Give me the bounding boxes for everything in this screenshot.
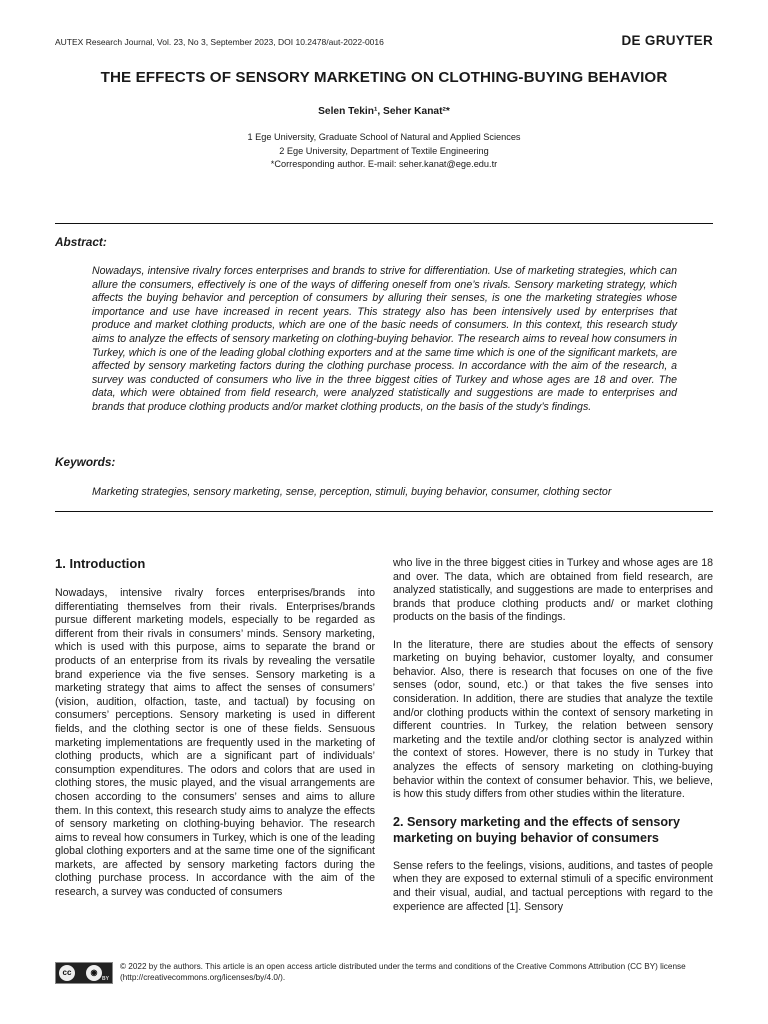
section-heading-sensory-marketing: 2. Sensory marketing and the effects of sensory marketing on buying behavior of consumers: [393, 815, 680, 845]
intro-paragraph-1-continued: who live in the three biggest cities in Turkey and whose ages are 18 and over. The data, which are obtained from field research, are analyzed statistically, and suggestions are made to enterprises and brands that produce clothing products and/ or market clothing products on the basis of the findings.: [393, 557, 713, 624]
affiliation-1: 1 Ege University, Graduate School of Natural and Applied Sciences: [247, 132, 521, 142]
keywords-label: Keywords:: [55, 455, 116, 469]
by-label: BY: [102, 976, 109, 982]
section2-paragraph-1: Sense refers to the feelings, visions, auditions, and tastes of people when they are exposed to external stimuli of a specific environment and their visual, audial, and tactual perceptions with regard to the experience are affected [1]. Sensory: [393, 859, 713, 913]
divider-top: [55, 223, 713, 224]
license-text: © 2022 by the authors. This article is an open access article distributed under the terms and conditions of the Creative Commons Attribution (CC BY) license (http://creativecommons.org/licenses/by/4.0/).: [120, 962, 686, 982]
intro-paragraph-2: In the literature, there are studies about the effects of sensory marketing on buying behavior, customer loyalty, and consumer behavior. Also, there is research that focuses on one of the five senses (odor, sound, etc.) or that takes the five senses into consideration. In addition, there are studies that analyze the textile and/or clothing products within the context of sensory marketing in different countries. In Turkey, the relation between sensory marketing and the textile and/or clothing sector is analyzed within the context of stores. However, there is no study in Turkey that analyzes the effects of sensory marketing on clothing-buying behavior within the context of consumer behavior. This, we believe, is how this study differs from other studies within the literature.: [393, 638, 713, 801]
divider-bottom: [55, 511, 713, 512]
paper-title: THE EFFECTS OF SENSORY MARKETING ON CLOTHING-BUYING BEHAVIOR: [100, 69, 668, 86]
affiliation-2: 2 Ege University, Department of Textile Engineering: [279, 145, 489, 156]
person-icon: ◉: [86, 965, 102, 981]
authors: Selen Tekin¹, Seher Kanat²*: [318, 106, 450, 117]
abstract-label: Abstract:: [55, 235, 107, 249]
journal-citation: AUTEX Research Journal, Vol. 23, No 3, September 2023, DOI 10.2478/aut-2022-0016: [55, 37, 384, 47]
column-left: [55, 587, 375, 913]
abstract-text: Nowadays, intensive rivalry forces enterprises and brands to strive for differentiation. Use of marketing strategies, which can allure the consumers, effectively is one of the ways of differing oneself from one’s rivals. Sensory marketing strategy, which affects the buying behavior and perception of consumers by alluring their senses, is one the marketing strategies whose importance and use have increased in recent years. This strategy also has been intensively used by enterprises that produce and market clothing products, which are one of the basic needs of consumers. In this context, this research study aims to analyze the effects of sensory marketing on clothing-buying behavior. The research aims to reveal how consumers in Turkey, which is one of the leading global clothing exporters and at the same time which is one of the significant markets, are affected by sensory marketing factors during the clothing purchase process. In accordance with the aim of the research, a survey was conducted of consumers who live in the three biggest cities of Turkey and whose ages are 18 and over. The data, which were obtained from field research, were analyzed statistically and suggestions are made to enterprises and brands that produce clothing products and/or market clothing products, on the basis of the study’s findings.: [92, 265, 677, 413]
keywords-text: Marketing strategies, sensory marketing, sense, perception, stimuli, buying behavior, consumer, clothing sector: [92, 486, 612, 498]
intro-paragraph-1: Nowadays, intensive rivalry forces enterprises/brands into differentiating themselves from their rivals. Enterprises/brands pursue different marketing models, especially to be regarded as different from their rivals in consumers’ minds. Sensory marketing, which is used with this purpose, aims to separate the brand or products of an enterprise from its rivals by revealing the versatile brand experience via the five senses. Sensory marketing is a marketing strategy that aims to affect the senses of consumers’ (vision, audition, olfaction, taste, and tactual) by focusing on consumers’ perceptions. Sensory marketing is used in different fields, and the clothing sector is one of these fields. Sensuous marketing implementations are frequently used in the marketing of clothing products, which are a significant part of individuals’ consumption expenditures. The odors and colors that are used in clothing stores, the music played, and the visual arrangements are chosen according to the consumers’ senses and aims to allure them. In this context, this research study aims to analyze the effects of sensory marketing on clothing-buying behavior. The research aims to reveal how consumers in Turkey, which is one of the leading global clothing exporters and at the same time one of the significant markets, are affected by sensory marketing factors during the clothing purchase process. In accordance with the aim of the research, a survey was conducted of consumers: [55, 587, 375, 899]
publisher-name: DE GRUYTER: [621, 33, 713, 48]
corresponding-author: *Corresponding author. E-mail: seher.kanat@ege.edu.tr: [270, 159, 498, 169]
cc-icon: cc: [59, 965, 75, 981]
cc-by-license-icon[interactable]: [55, 962, 113, 984]
column-right: [393, 557, 713, 928]
affiliations: [0, 131, 768, 172]
section-heading-introduction: 1. Introduction: [55, 556, 146, 571]
